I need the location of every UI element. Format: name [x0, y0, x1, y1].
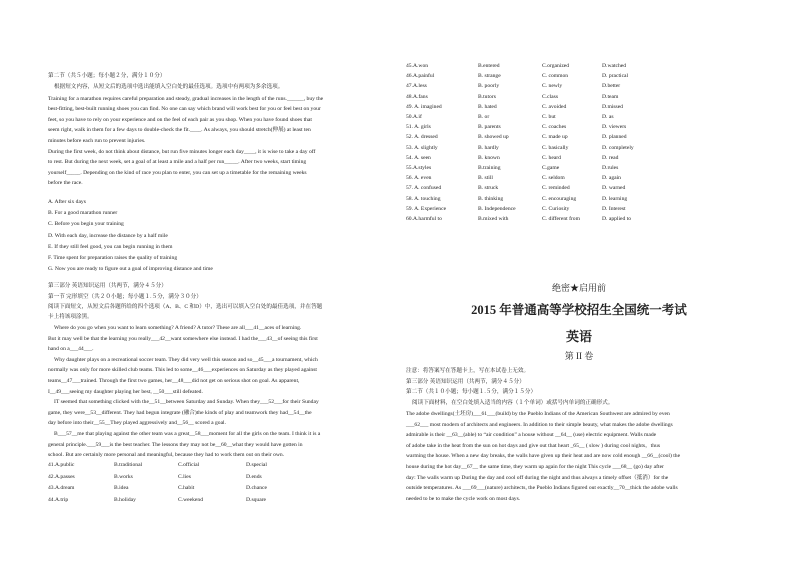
passage-line: admirable is their __63__(able) to “air condition” a house without __64__ (use) electric equipment. Walls made — [406, 432, 657, 439]
option-choice: 57. A. confused — [406, 185, 442, 192]
option-line: A. After six days — [48, 199, 86, 205]
option-choice: B. thinking — [478, 195, 504, 202]
option-choice: 55.A.styles — [406, 165, 432, 171]
passage-line: The adobe dwellings(土坯房)___61___(build) by the Pueblo Indians of the American Southwest are admired by even — [406, 411, 670, 417]
note-line: 注意：将答案写在答题卡上，写在本试卷上无效。 — [406, 368, 530, 374]
option-choice: B.entered — [478, 63, 500, 69]
passage-line: ___62___ most modern of architects and engineers. In addition to their simple beauty, what makes the adobe dwellings — [406, 421, 673, 428]
option-choice: D.missed — [602, 103, 623, 110]
passage-line: school. But are certainly more personal and meaningful, because they had to work them out on their own. — [48, 452, 285, 459]
option-line: E. If they still feel good, you can begin running in them — [48, 243, 173, 250]
option-choice: B.tutors — [478, 93, 496, 100]
option-choice: 59. A. Experience — [406, 205, 447, 212]
option-choice: C. basically — [542, 144, 569, 151]
option-choice: D.square — [246, 496, 267, 503]
subject-title: 英语 — [565, 329, 592, 344]
passage-line: of adobe take in the heat from the sun on hot days and give out that heart _65__ ( slow ) during cool nights，thus — [406, 442, 660, 449]
option-choice: C.class — [542, 93, 559, 100]
option-choice: D. warned — [602, 185, 626, 192]
option-choice: B.training — [478, 165, 501, 171]
option-choice: C. different from — [542, 216, 580, 222]
note-line: 第二节（共１０小题；每小题１.５分，满分１５分） — [406, 389, 537, 396]
passage-line: outside temperatures. As ___69___(nature) architects, the Pueblo Indians figured out exactly__70__thick the adobe walls — [406, 485, 678, 492]
option-choice: 43.A.dream — [48, 485, 75, 492]
option-choice: 48.A.fans — [406, 93, 428, 100]
passage-line: before the race. — [48, 180, 83, 187]
option-choice: D. as — [602, 114, 614, 120]
passage-line: hand on a___44___. — [48, 346, 94, 353]
option-choice: B.idea — [114, 485, 129, 492]
option-line: B. For a good marathon runner — [48, 210, 118, 217]
option-choice: 47.A.less — [406, 83, 427, 90]
option-choice: C.game — [542, 165, 560, 171]
option-choice: B.works — [114, 473, 133, 480]
passage-line: During the first week, do not think about distance, but run five minutes longer each day____, it is wise to take a day off — [48, 148, 316, 155]
option-choice: B.mixed with — [478, 216, 509, 222]
option-choice: D.chance — [246, 485, 267, 492]
option-choice: D.better — [602, 83, 621, 90]
passage-line: minutes before each run to prevent injuries. — [48, 137, 146, 144]
option-choice: B. showed up — [478, 134, 509, 141]
option-choice: B. still — [478, 175, 493, 182]
passage-line: to rest. But during the next week, set a goal of at least a mile and a half per run_____. After two weeks, start timing — [48, 159, 307, 166]
option-line: D. With each day, increase the distance by a half mile — [48, 232, 168, 239]
option-choice: C. coaches — [542, 124, 567, 131]
option-choice: D.watched — [602, 63, 627, 69]
seal-label: 绝密★启用前 — [551, 283, 606, 293]
option-choice: D. Interest — [602, 205, 626, 212]
option-choice: C. reminded — [542, 185, 570, 192]
section-heading: 第二节（共５小题；每小题２分，满分１０分） — [48, 73, 166, 79]
option-choice: D. read — [602, 154, 619, 161]
option-choice: 51. A. girls — [406, 124, 431, 131]
option-choice: B. or — [478, 114, 490, 120]
passage-line: I__49___seeing my daughter playing her best, __50___still defeated. — [48, 388, 203, 395]
option-choice: C. but — [542, 114, 556, 120]
option-choice: 45.A.won — [406, 63, 429, 69]
passage-line: game, they were__53__different. They had begun integrate (融合)the kinds of play and teamwork they had__54__the — [48, 409, 312, 416]
option-choice: D. planned — [602, 134, 627, 141]
option-line: C. Before you begin your training — [48, 221, 124, 228]
option-choice: C.habit — [178, 485, 195, 492]
option-choice: B. hardly — [478, 144, 499, 151]
option-choice: B. strange — [478, 73, 501, 80]
option-choice: 58. A. touching — [406, 195, 441, 202]
option-choice: B. Independence — [478, 205, 516, 212]
option-choice: C. common — [542, 73, 569, 80]
passage-line: needed to be to make the cycle work on most days. — [406, 495, 521, 502]
note-line: 第三部分 英语知识运用（共两节，满分４５分） — [406, 378, 525, 385]
passage-line: house during the hot day__67__ the same time, they warm up again for the night This cycle ___68__ (go) day after — [406, 464, 664, 470]
option-choice: D. again — [602, 175, 621, 182]
option-choice: D.ends — [246, 473, 262, 480]
passage-line: IT seemed that something clicked with the__51__between Saturday and Sunday. When they___52___for their Sunday — [54, 399, 319, 406]
option-choice: 49. A. imagined — [406, 103, 442, 110]
option-choice: C.official — [178, 462, 200, 468]
note-line: 阅读下面材料，在空白处填入适当的内容（１个单词）或括号内单词的正确形式。 — [412, 399, 614, 406]
passage-line: normally was only for more skilled club teams. This led to some__46___experiences on Saturday as they played against — [48, 367, 317, 374]
option-choice: D. viewers — [602, 124, 627, 131]
part-heading: 第三部分 英语知识运用（共两节，满分４５分） — [48, 283, 167, 289]
option-choice: B. hated — [478, 103, 497, 110]
option-choice: C.lies — [178, 473, 191, 480]
option-choice: 53. A. slightly — [406, 144, 438, 151]
option-choice: C. made up — [542, 134, 568, 141]
option-choice: C. newly — [542, 83, 563, 90]
instructions-line: 卡上将该项涂黑。 — [48, 314, 93, 320]
option-choice: 60.A.harmful to — [406, 216, 442, 222]
passage-line: general principle.___59___is the best teacher. The lessons they may not be__60__what they would have gotten in — [48, 441, 303, 448]
exam-title: 2015 年普通高等学校招生全国统一考试 — [471, 303, 687, 317]
option-choice: B. struck — [478, 185, 499, 192]
option-line: G. Now you are ready to figure out a goal of improving distance and time — [48, 266, 213, 273]
option-line: F. Time spent for preparation raises the quality of training — [48, 255, 178, 261]
option-choice: C. Curiosity — [542, 205, 570, 212]
option-choice: 56. A. even — [406, 175, 432, 182]
option-choice: B. known — [478, 154, 500, 161]
option-choice: D. practical — [602, 73, 629, 80]
option-choice: D. completely — [602, 144, 634, 151]
passage-line: best-fitting, best-built running shoes you can find. No one can say which brand will work best for you or feel best on your — [48, 106, 321, 113]
passage-line: B___57__me that playing against the other team was a great__58___moment for all the girls on the team. I think it is a — [54, 431, 321, 437]
section-instructions: 根据短文内容，从短文后的选项中选出能填入空白处的最佳选项。选项中有两项为多余选项。 — [54, 84, 284, 90]
option-choice: C. encouraging — [542, 195, 577, 202]
option-choice: D.team — [602, 93, 619, 100]
option-choice: 44.A.trip — [48, 496, 69, 503]
passage-line: teams__47___trained. Through the first two games, her__48___did not get on serious shot on goal. As apparent, — [48, 378, 300, 384]
passage-line: Why daughter plays on a recreational soccer team. They did very well this season and so__45___a tournament, which — [54, 356, 318, 363]
option-choice: B.traditional — [114, 462, 143, 468]
option-choice: C. avoided — [542, 103, 567, 110]
section-heading: 第一节 完形填空（共２０小题；每小题１.５分，满分３０分） — [48, 293, 202, 300]
option-choice: B. poorly — [478, 83, 500, 90]
option-choice: C. seldom — [542, 175, 565, 182]
option-choice: C.weekend — [178, 496, 204, 503]
option-choice: 41.A.public — [48, 462, 75, 468]
passage-line: Training for a marathon requires careful preparation and steady, gradual increases in the length of the runs.______, buy the — [48, 95, 324, 102]
option-choice: C.organized — [542, 63, 570, 69]
passage-line: Where do you go when you want to learn something? A friend? A tutor? These are all___41__aces of learning. — [54, 325, 302, 331]
passage-line: day before into their__55__They played aggressively and__56__ scored a goal. — [48, 420, 227, 427]
option-choice: D.rules — [602, 165, 619, 171]
option-choice: C. heard — [542, 154, 561, 161]
volume-label: 第 II 卷 — [564, 351, 594, 361]
option-choice: B. parents — [478, 124, 501, 131]
option-choice: 54. A. seen — [406, 154, 431, 161]
passage-line: yourself_____. Depending on the kind of race you plan to enter, you can set up a timetable for the remaining weeks — [48, 169, 307, 176]
option-choice: D. applied to — [602, 216, 632, 222]
passage-line: But it may well be that the learning you really___42__want somewhere else instead. I had the___43__of seeing this first — [48, 335, 318, 342]
option-choice: B.holiday — [114, 496, 136, 503]
option-choice: D.special — [246, 462, 267, 468]
option-choice: 50.A.if — [406, 114, 422, 120]
instructions-line: 阅读下面短文，从短文后各题所给的四个选项（A、B、C 和D）中，选出可以填入空白处的最佳选项，并在答题 — [48, 304, 323, 310]
option-choice: D. learning — [602, 195, 628, 202]
option-choice: 52. A. dressed — [406, 134, 438, 141]
option-choice: 42.A.passes — [48, 473, 75, 480]
passage-line: warming the house. When a new day breaks, the walls have given up their heat and are now cold enough __66__(cool) the — [406, 453, 681, 460]
passage-line: seem right, walk in them for a few days to double-check the fit.____. As always, you should stretch(伸展) at least ten — [48, 127, 311, 134]
option-choice: 46.A.painful — [406, 73, 435, 80]
passage-line: feet, so you have to rely on your experience and on the feel of each pair as you shop. When you have found shoes that — [48, 116, 312, 123]
passage-line: day: The walls warm up During the day and cool off during the night and thus always a timely offset（抵消）for the — [406, 474, 669, 481]
